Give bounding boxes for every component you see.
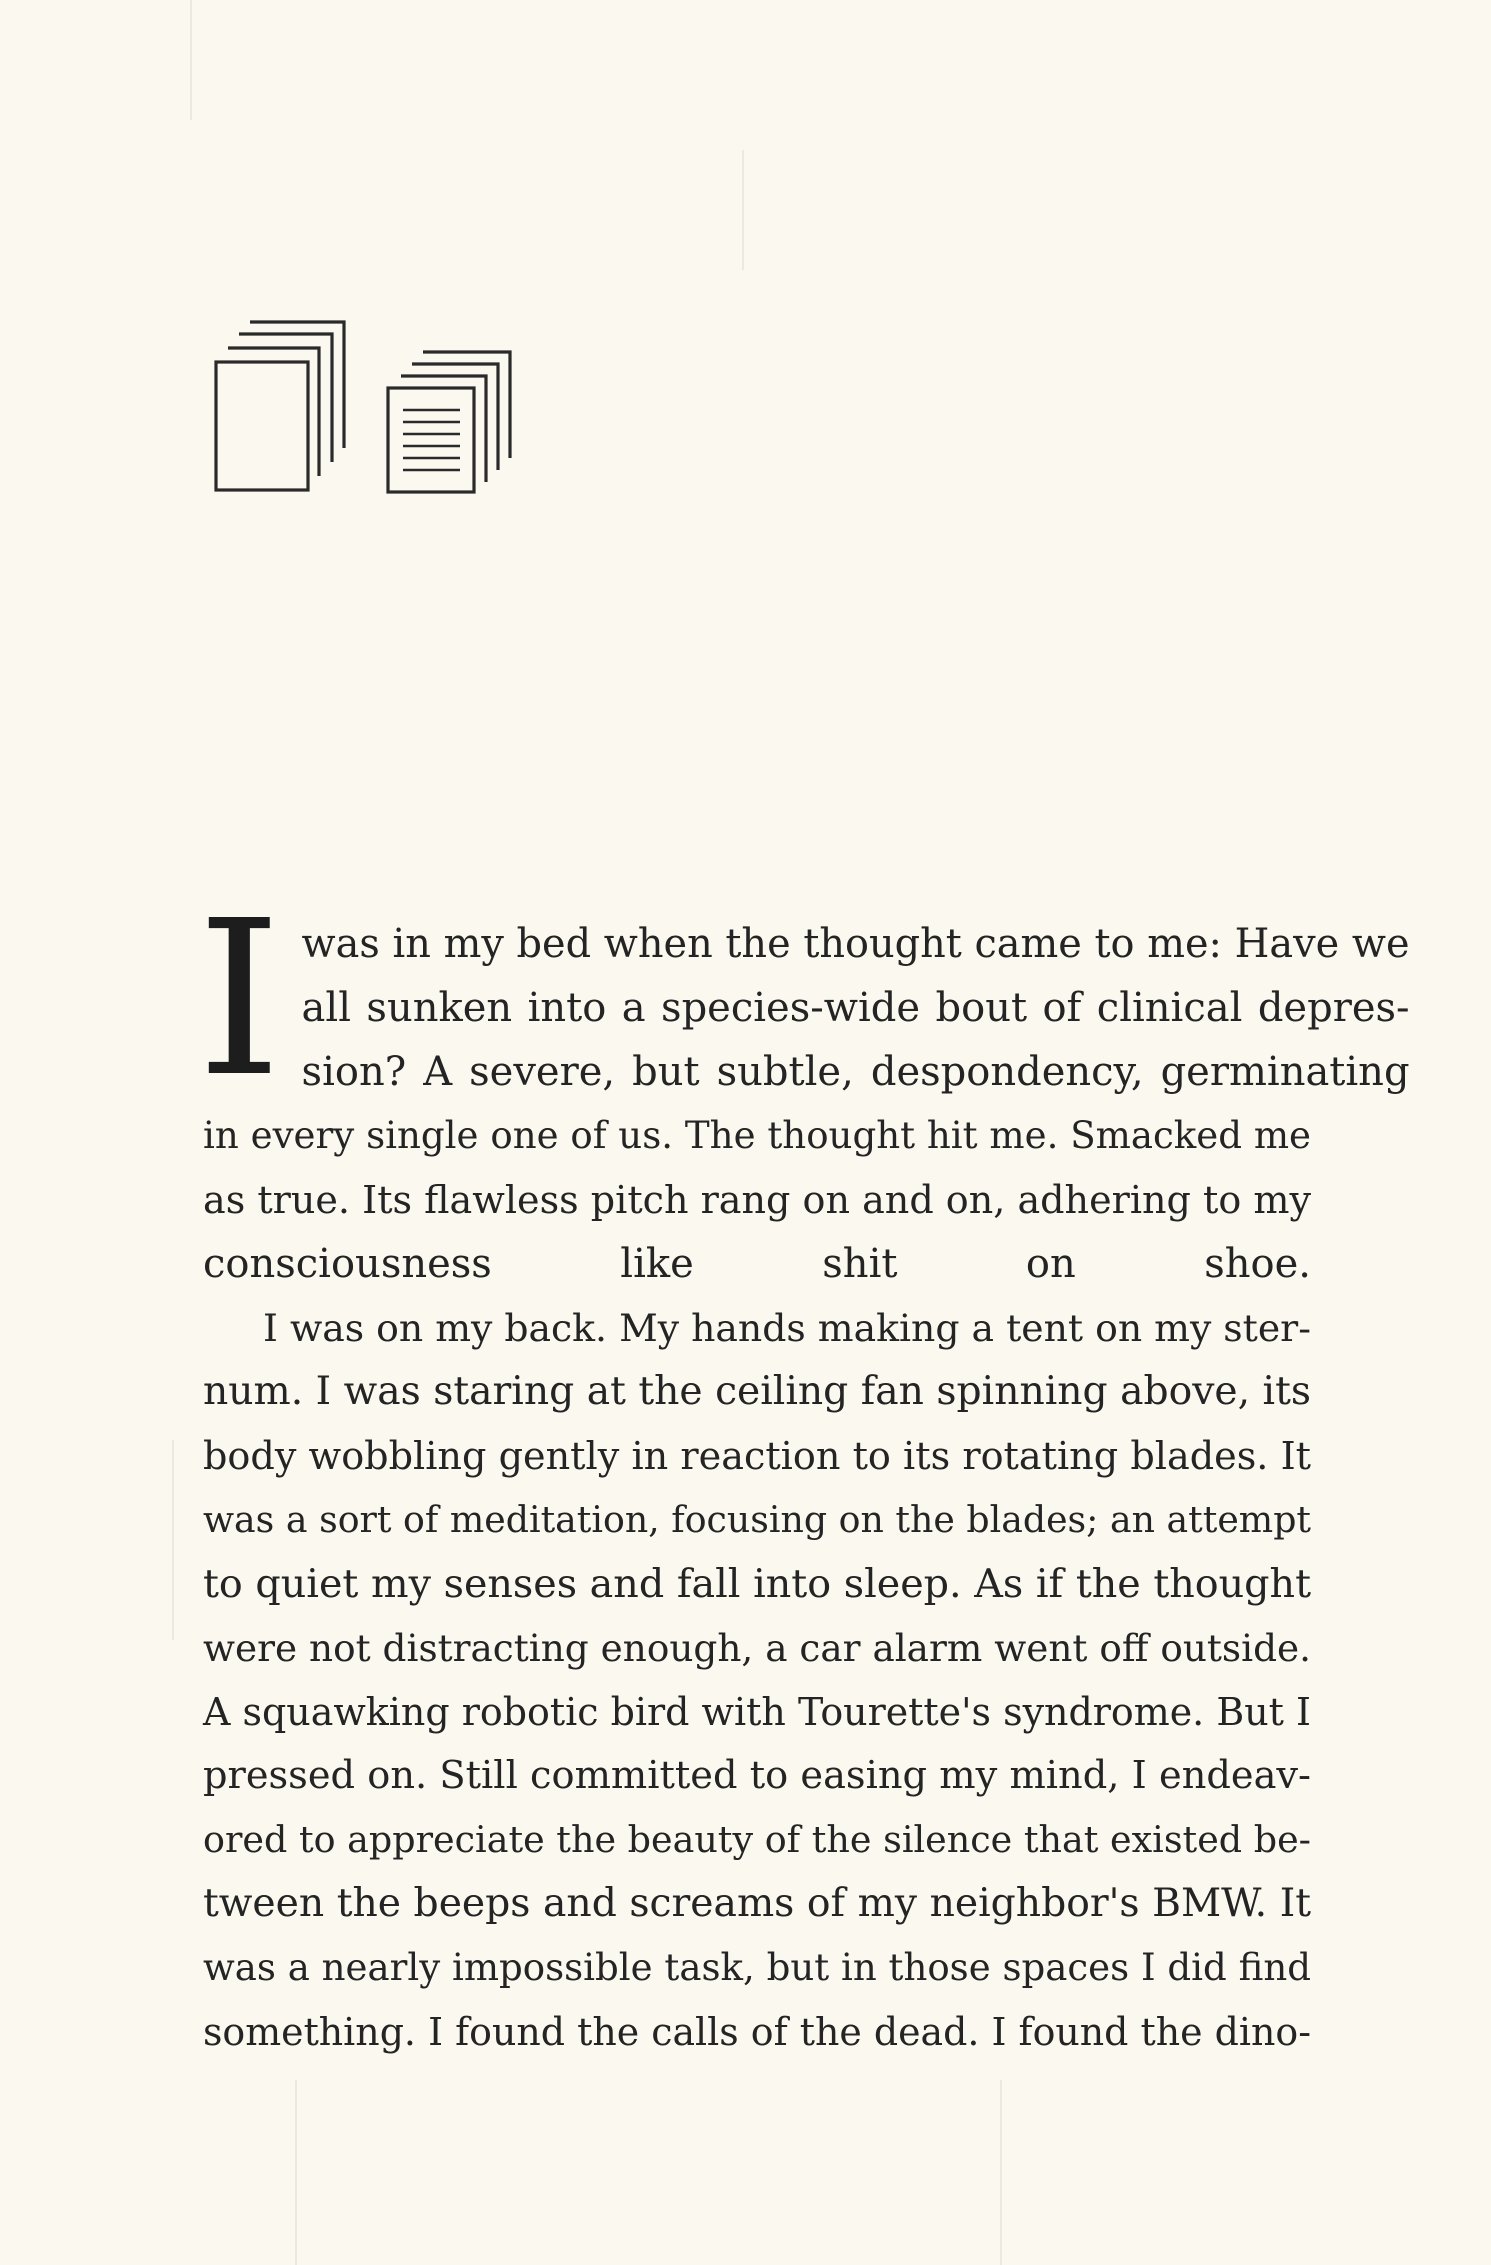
scan-artifact <box>742 150 744 270</box>
text-line: something. I found the calls of the dead. I found the dino- <box>203 2010 1311 2054</box>
text-line: were not distracting enough, a car alarm went off outside. <box>203 1626 1311 1670</box>
stacked-pages-icon <box>216 322 344 490</box>
scan-artifact <box>172 1440 174 1640</box>
scan-artifact <box>1000 2080 1002 2265</box>
text-line: I was on my back. My hands making a tent on my ster- <box>263 1306 1311 1350</box>
text-line: as true. Its flawless pitch rang on and on, adhering to my <box>203 1178 1311 1222</box>
scan-artifact <box>295 2080 297 2265</box>
text-line: num. I was staring at the ceiling fan spinning above, its <box>203 1369 1311 1414</box>
text-line: all sunken into a species-wide bout of clinical depres- <box>301 985 1410 1031</box>
text-line: tween the beeps and screams of my neighbor's BMW. It <box>203 1881 1311 1926</box>
text-line: pressed on. Still committed to easing my mind, I endeav- <box>203 1753 1311 1798</box>
paragraph-2 <box>203 1296 1311 2064</box>
chapter-ornament <box>210 318 540 498</box>
text-line: body wobbling gently in reaction to its rotating blades. It <box>203 1434 1311 1478</box>
paragraph-1 <box>197 875 1410 1296</box>
stacked-lined-pages-icon <box>388 352 510 492</box>
text-line: was a nearly impossible task, but in those spaces I did find <box>203 1946 1311 1989</box>
text-line: to quiet my senses and fall into sleep. As if the thought <box>203 1561 1311 1607</box>
text-line: A squawking robotic bird with Tourette's syndrome. But I <box>203 1690 1311 1734</box>
scan-artifact <box>190 0 192 120</box>
text-line: sion? A severe, but subtle, despondency, germinating <box>301 1049 1410 1095</box>
text-line: consciousness like shit on shoe. <box>203 1241 1311 1287</box>
text-line: in every single one of us. The thought hit me. Smacked me <box>203 1114 1311 1157</box>
text-line: was in my bed when the thought came to me: Have we <box>301 921 1410 967</box>
text-line: was a sort of meditation, focusing on the blades; an attempt <box>203 1498 1311 1541</box>
body-text <box>197 875 1410 2064</box>
text-line: ored to appreciate the beauty of the silence that existed be- <box>203 1818 1311 1861</box>
chapter-ornament-graphic <box>210 318 540 498</box>
drop-cap: I <box>197 875 282 1124</box>
